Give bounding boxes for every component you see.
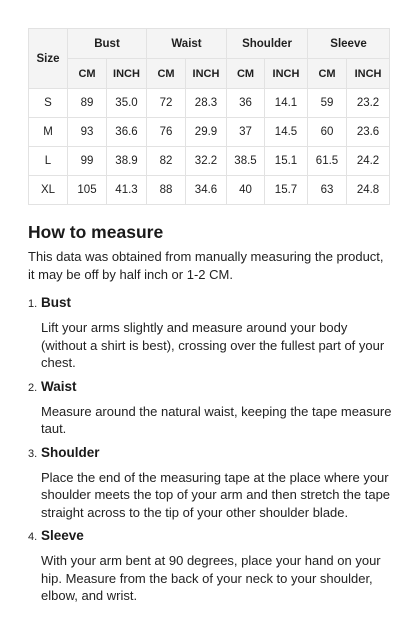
measure-guide — [28, 220, 393, 612]
table-header-row — [29, 29, 390, 59]
table-cell: 105 — [68, 176, 107, 205]
list-item — [28, 295, 393, 372]
size-label: M — [29, 118, 68, 147]
unit-cm-header: CM — [308, 59, 347, 89]
guide-title: How to measure — [28, 222, 164, 242]
table-cell: 99 — [68, 147, 107, 176]
step-description: Place the end of the measuring tape at the place where your shoulder meets the top of your arm and then stretch the tape straight across to the tip of your other shoulder blade. — [41, 469, 391, 520]
table-cell: 23.6 — [347, 118, 390, 147]
size-chart-table — [28, 28, 390, 205]
table-cell: 15.7 — [265, 176, 308, 205]
shoulder-header: Shoulder — [227, 29, 308, 59]
measure-steps-list — [28, 295, 393, 605]
table-cell: 14.1 — [265, 89, 308, 118]
table-cell: 60 — [308, 118, 347, 147]
table-cell: 38.9 — [107, 147, 147, 176]
table-cell: 36 — [227, 89, 265, 118]
waist-header: Waist — [147, 29, 227, 59]
step-title: Bust — [41, 295, 71, 310]
table-cell: 34.6 — [186, 176, 227, 205]
table-cell: 76 — [147, 118, 186, 147]
table-cell: 59 — [308, 89, 347, 118]
table-unit-row — [29, 59, 390, 89]
table-cell: 88 — [147, 176, 186, 205]
unit-inch-header: INCH — [186, 59, 227, 89]
bust-header: Bust — [68, 29, 147, 59]
step-title: Waist — [41, 378, 77, 394]
table-cell: 32.2 — [186, 147, 227, 176]
table-cell: 40 — [227, 176, 265, 205]
list-item — [28, 445, 393, 522]
unit-cm-header: CM — [68, 59, 107, 89]
step-description: Lift your arms slightly and measure around your body (without a shirt is best), crossing over the fullest part of your chest. — [41, 320, 385, 370]
unit-cm-header: CM — [227, 59, 265, 89]
table-cell: 41.3 — [107, 176, 147, 205]
size-label: L — [29, 147, 68, 176]
step-description: Measure around the natural waist, keeping the tape measure taut. — [41, 403, 392, 436]
size-label: S — [29, 89, 68, 118]
table-cell: 61.5 — [308, 147, 347, 176]
unit-cm-header: CM — [147, 59, 186, 89]
list-item — [28, 379, 393, 438]
guide-intro: This data was obtained from manually measuring the product, it may be off by half inch or 1-2 CM. — [28, 249, 384, 282]
unit-inch-header: INCH — [347, 59, 390, 89]
table-cell: 14.5 — [265, 118, 308, 147]
table-cell: 37 — [227, 118, 265, 147]
table-cell: 82 — [147, 147, 186, 176]
table-cell: 36.6 — [107, 118, 147, 147]
step-number: 3. — [28, 447, 38, 460]
table-row — [29, 118, 390, 147]
step-number: 1. — [28, 298, 38, 310]
size-label: XL — [29, 176, 68, 205]
table-cell: 15.1 — [265, 147, 308, 176]
table-row — [29, 147, 390, 176]
table-cell: 89 — [68, 89, 107, 118]
unit-inch-header: INCH — [265, 59, 308, 89]
table-cell: 38.5 — [227, 147, 265, 176]
step-title: Shoulder — [41, 444, 100, 460]
table-cell: 29.9 — [186, 118, 227, 147]
step-number: 4. — [28, 531, 38, 543]
table-cell: 24.2 — [347, 147, 390, 176]
table-cell: 93 — [68, 118, 107, 147]
unit-inch-header: INCH — [107, 59, 147, 89]
table-cell: 72 — [147, 89, 186, 118]
table-row — [29, 176, 390, 205]
step-number: 2. — [28, 381, 38, 394]
list-item — [28, 528, 393, 605]
table-cell: 35.0 — [107, 89, 147, 118]
table-row — [29, 89, 390, 118]
step-title: Sleeve — [41, 528, 84, 543]
table-cell: 23.2 — [347, 89, 390, 118]
table-cell: 28.3 — [186, 89, 227, 118]
step-description: With your arm bent at 90 degrees, place your hand on your hip. Measure from the back of your neck to your shoulder, elbow, and wrist. — [41, 553, 381, 603]
size-column-header: Size — [29, 29, 68, 89]
sleeve-header: Sleeve — [308, 29, 390, 59]
table-cell: 63 — [308, 176, 347, 205]
table-cell: 24.8 — [347, 176, 390, 205]
